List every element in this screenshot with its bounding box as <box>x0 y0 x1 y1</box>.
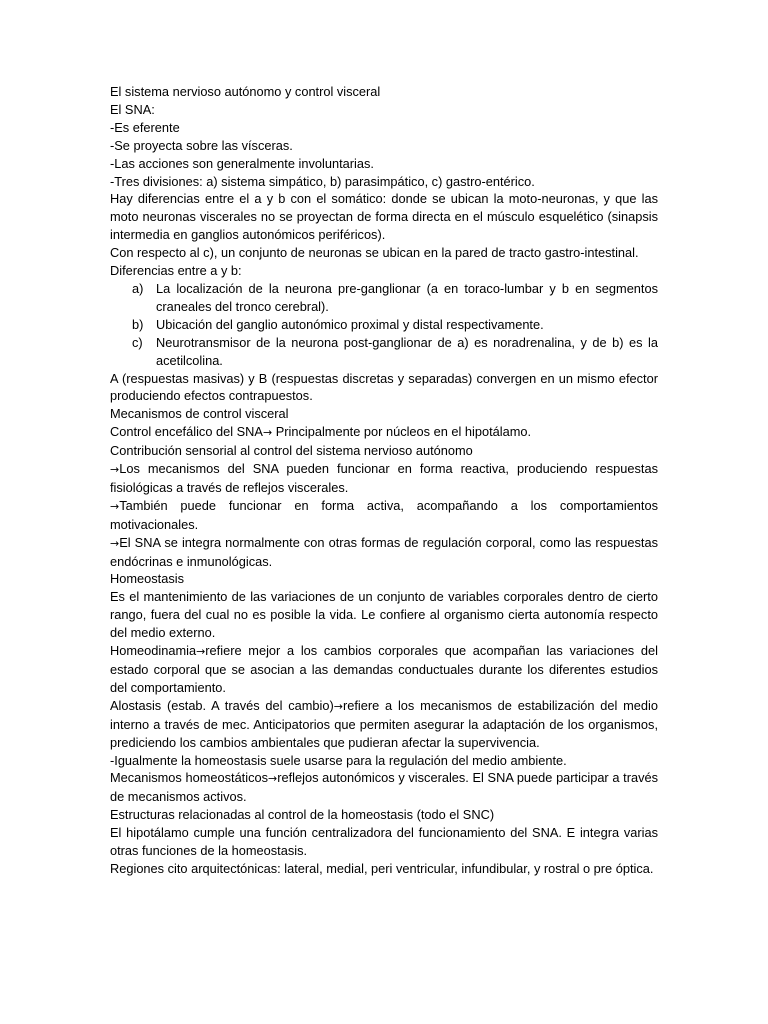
list-item-text: Neurotransmisor de la neurona post-ganglionar de a) es noradrenalina, y de b) es la acetilcolina. <box>156 334 658 368</box>
arrow-point-text: Los mecanismos del SNA pueden funcionar en forma reactiva, produciendo respuestas fisiológicas a través de reflejos viscerales. <box>110 461 658 495</box>
paragraph-regiones: Regiones cito arquitectónicas: lateral, medial, peri ventricular, infundibular, y rostral o pre óptica. <box>110 860 654 876</box>
contribucion-heading: Contribución sensorial al control del sistema nervioso autónomo <box>110 443 473 459</box>
arrow-point-1 <box>110 460 658 497</box>
homeostasis-heading: Homeostasis <box>110 571 184 587</box>
arrow-point-2 <box>110 497 658 534</box>
diferencias-heading: Diferencias entre a y b: <box>110 263 242 279</box>
sna-heading: El SNA: <box>110 101 155 117</box>
document-title: El sistema nervioso autónomo y control visceral <box>110 84 381 99</box>
paragraph-hipotalamo: El hipotálamo cumple una función centralizadora del funcionamiento del SNA. E integra varias otras funciones de la homeostasis. <box>110 825 658 859</box>
paragraph-mecanismos-homeostaticos <box>110 769 658 806</box>
diferencias-list <box>110 280 658 370</box>
list-item <box>110 334 658 370</box>
mecanismos-heading: Mecanismos de control visceral <box>110 406 289 422</box>
homeodinamia-label: Homeodinamia <box>110 643 197 659</box>
control-encefalico-line <box>110 423 658 442</box>
sna-point-2: -Se proyecta sobre las vísceras. <box>110 137 293 153</box>
list-item-text: La localización de la neurona pre-ganglionar (a en toraco-lumbar y b en segmentos craneales del tronco cerebral). <box>156 280 658 314</box>
arrow-point-text: El SNA se integra normalmente con otras formas de regulación corporal, como las respuestas endócrinas e inmunológicas. <box>110 534 658 569</box>
arrow-icon: → <box>110 499 120 513</box>
sna-point-1: -Es eferente <box>110 119 180 135</box>
paragraph-diferencias-somatico: Hay diferencias entre el a y b con el somático: donde se ubican la moto-neuronas, y que las moto neuronas viscerales no se proyectan de forma directa en el músculo esquelético (sinapsis intermedia en ganglios autonómicos periféricos). <box>110 191 658 243</box>
sna-point-4: -Tres divisiones: a) sistema simpático, b) parasimpático, c) gastro-entérico. <box>110 173 535 189</box>
arrow-point-text: También puede funcionar en forma activa, acompañando a los comportamientos motivacionales. <box>110 497 658 532</box>
paragraph-respecto-c: Con respecto al c), un conjunto de neuronas se ubican en la pared de tracto gastro-intestinal. <box>110 245 639 261</box>
arrow-icon: → <box>196 645 206 659</box>
list-item <box>110 280 658 316</box>
paragraph-respuestas: A (respuestas masivas) y B (respuestas discretas y separadas) convergen en un mismo efector produciendo efectos contrapuestos. <box>110 370 658 404</box>
alostasis-text: refiere a los mecanismos de estabilización del medio interno a través de mec. Anticipatorios que permiten asegurar la adaptación de los organismos, prediciendo los cambios ambientales que pudieran afectar la supervivencia. <box>110 697 659 750</box>
paragraph-homeostasis: Es el mantenimiento de las variaciones de un conjunto de variables corporales dentro de cierto rango, fuera del cual no es posible la vida. Le confiere al organismo cierta autonomía respecto del medio externo. <box>110 589 658 641</box>
paragraph-homeodinamia <box>110 642 658 697</box>
document-page <box>110 83 658 878</box>
mecanismos-homeo-text: reflejos autonómicos y viscerales. El SNA puede participar a través de mecanismos activos. <box>110 770 658 805</box>
paragraph-alostasis <box>110 697 658 752</box>
control-encefalico-label: Control encefálico del SNA <box>110 424 263 440</box>
list-marker: b) <box>132 316 144 332</box>
arrow-point-3 <box>110 534 658 571</box>
arrow-icon: → <box>333 699 343 713</box>
arrow-icon: → <box>110 536 120 550</box>
sna-point-3: -Las acciones son generalmente involuntarias. <box>110 155 374 171</box>
list-marker: a) <box>132 280 144 296</box>
estructuras-heading: Estructuras relacionadas al control de la homeostasis (todo el SNC) <box>110 807 495 823</box>
arrow-icon: → <box>110 463 120 477</box>
paragraph-igualmente: -Igualmente la homeostasis suele usarse para la regulación del medio ambiente. <box>110 752 567 768</box>
arrow-icon: → <box>262 426 273 440</box>
arrow-icon: → <box>268 772 278 786</box>
alostasis-label: Alostasis (estab. A través del cambio) <box>110 697 334 713</box>
homeodinamia-text: refiere mejor a los cambios corporales que acompañan las variaciones del estado corporal que se asocian a las demandas conductuales durante los diferentes estudios del comportamiento. <box>110 643 658 695</box>
control-encefalico-text: Principalmente por núcleos en el hipotálamo. <box>272 424 532 440</box>
list-item-text: Ubicación del ganglio autonómico proximal y distal respectivamente. <box>156 316 544 332</box>
list-marker: c) <box>132 334 143 350</box>
list-item <box>110 316 658 334</box>
mecanismos-homeo-label: Mecanismos homeostáticos <box>110 770 268 786</box>
